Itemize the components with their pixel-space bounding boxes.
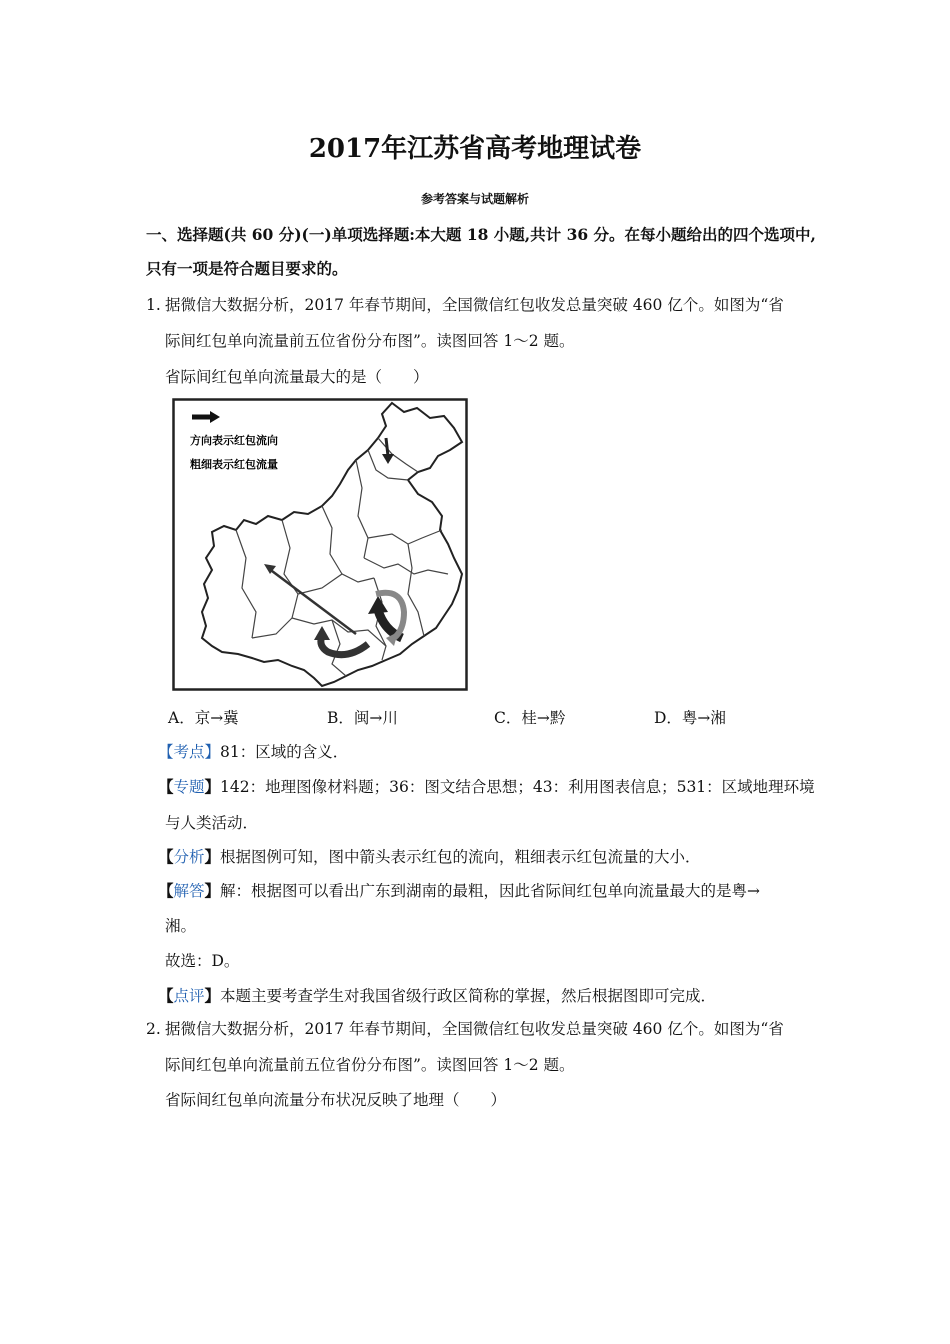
fenxi-text: 根据图例可知，图中箭头表示红包的流向，粗细表示红包流量的大小． [220, 848, 701, 866]
q2-number: 2. [146, 1020, 161, 1038]
q1-option-a[interactable]: A．京→冀 [168, 709, 239, 727]
dianping-tag: 点评 [173, 987, 205, 1005]
zhuanti-open-bracket: 【 [158, 777, 174, 796]
fenxi-close-bracket: 】 [204, 847, 221, 866]
jieda-close-bracket: 】 [204, 881, 221, 900]
map-legend-direction: 方向表示红包流向 [190, 434, 278, 447]
q1-jieda [158, 880, 760, 902]
zhuanti-text-line1: 142：地理图像材料题；36：图文结合思想；43：利用图表信息；531：区域地理环境 [220, 778, 815, 796]
q1-map-figure [172, 398, 468, 691]
dianping-open-bracket: 【 [158, 986, 174, 1005]
q1-zhuanti [158, 776, 815, 798]
q2-stem-line1: 据微信大数据分析，2017 年春节期间，全国微信红包收发总量突破 460 亿个。如图为“省 [165, 1020, 784, 1038]
q1-option-c[interactable]: C．桂→黔 [494, 709, 566, 727]
q1-option-d[interactable]: D．粤→湘 [654, 709, 726, 727]
kaodian-close-bracket: 】 [204, 743, 221, 761]
section-heading-line1: 一、选择题(共 60 分)(一)单项选择题:本大题 18 小题,共计 36 分。在每小题给出的四个选项中, [146, 225, 816, 244]
fenxi-open-bracket: 【 [158, 847, 174, 866]
q1-answer: 故选：D。 [165, 952, 240, 970]
map-legend-thickness: 粗细表示红包流量 [190, 458, 278, 471]
jieda-open-bracket: 【 [158, 881, 174, 900]
jieda-text-line1: 解：根据图可以看出广东到湖南的最粗，因此省际间红包单向流量最大的是粤→ [220, 882, 761, 900]
section-heading-line2: 只有一项是符合题目要求的。 [146, 259, 348, 278]
red-packet-flow-map [172, 398, 468, 691]
q1-stem-line1: 据微信大数据分析，2017 年春节期间，全国微信红包收发总量突破 460 亿个。如图为“省 [165, 296, 784, 314]
document-title: 2017年江苏省高考地理试卷 [308, 134, 642, 164]
q2-stem-line2: 际间红包单向流量前五位省份分布图”。读图回答 1～2 题。 [165, 1056, 575, 1074]
document-subtitle: 参考答案与试题解析 [420, 192, 529, 206]
zhuanti-close-bracket: 】 [204, 777, 221, 796]
q1-stem-line2: 际间红包单向流量前五位省份分布图”。读图回答 1～2 题。 [165, 332, 575, 350]
kaodian-tag: 考点 [173, 743, 205, 761]
q1-dianping [158, 985, 716, 1007]
dianping-text: 本题主要考查学生对我国省级行政区简称的掌握，然后根据图即可完成． [220, 987, 717, 1005]
zhuanti-text-line2: 与人类活动． [165, 814, 259, 832]
q1-fenxi [158, 846, 701, 868]
kaodian-text: 81：区域的含义． [220, 743, 349, 761]
q1-question: 省际间红包单向流量最大的是（ ） [165, 368, 429, 386]
zhuanti-tag: 专题 [173, 778, 205, 796]
q1-kaodian [158, 741, 348, 763]
dianping-close-bracket: 】 [204, 986, 221, 1005]
jieda-text-line2: 湘。 [165, 917, 197, 935]
fenxi-tag: 分析 [173, 848, 205, 866]
q2-question: 省际间红包单向流量分布状况反映了地理（ ） [165, 1091, 507, 1109]
jieda-tag: 解答 [173, 882, 205, 900]
q1-number: 1. [146, 296, 161, 314]
q1-option-b[interactable]: B．闽→川 [327, 709, 398, 727]
kaodian-open-bracket: 【 [158, 743, 174, 761]
